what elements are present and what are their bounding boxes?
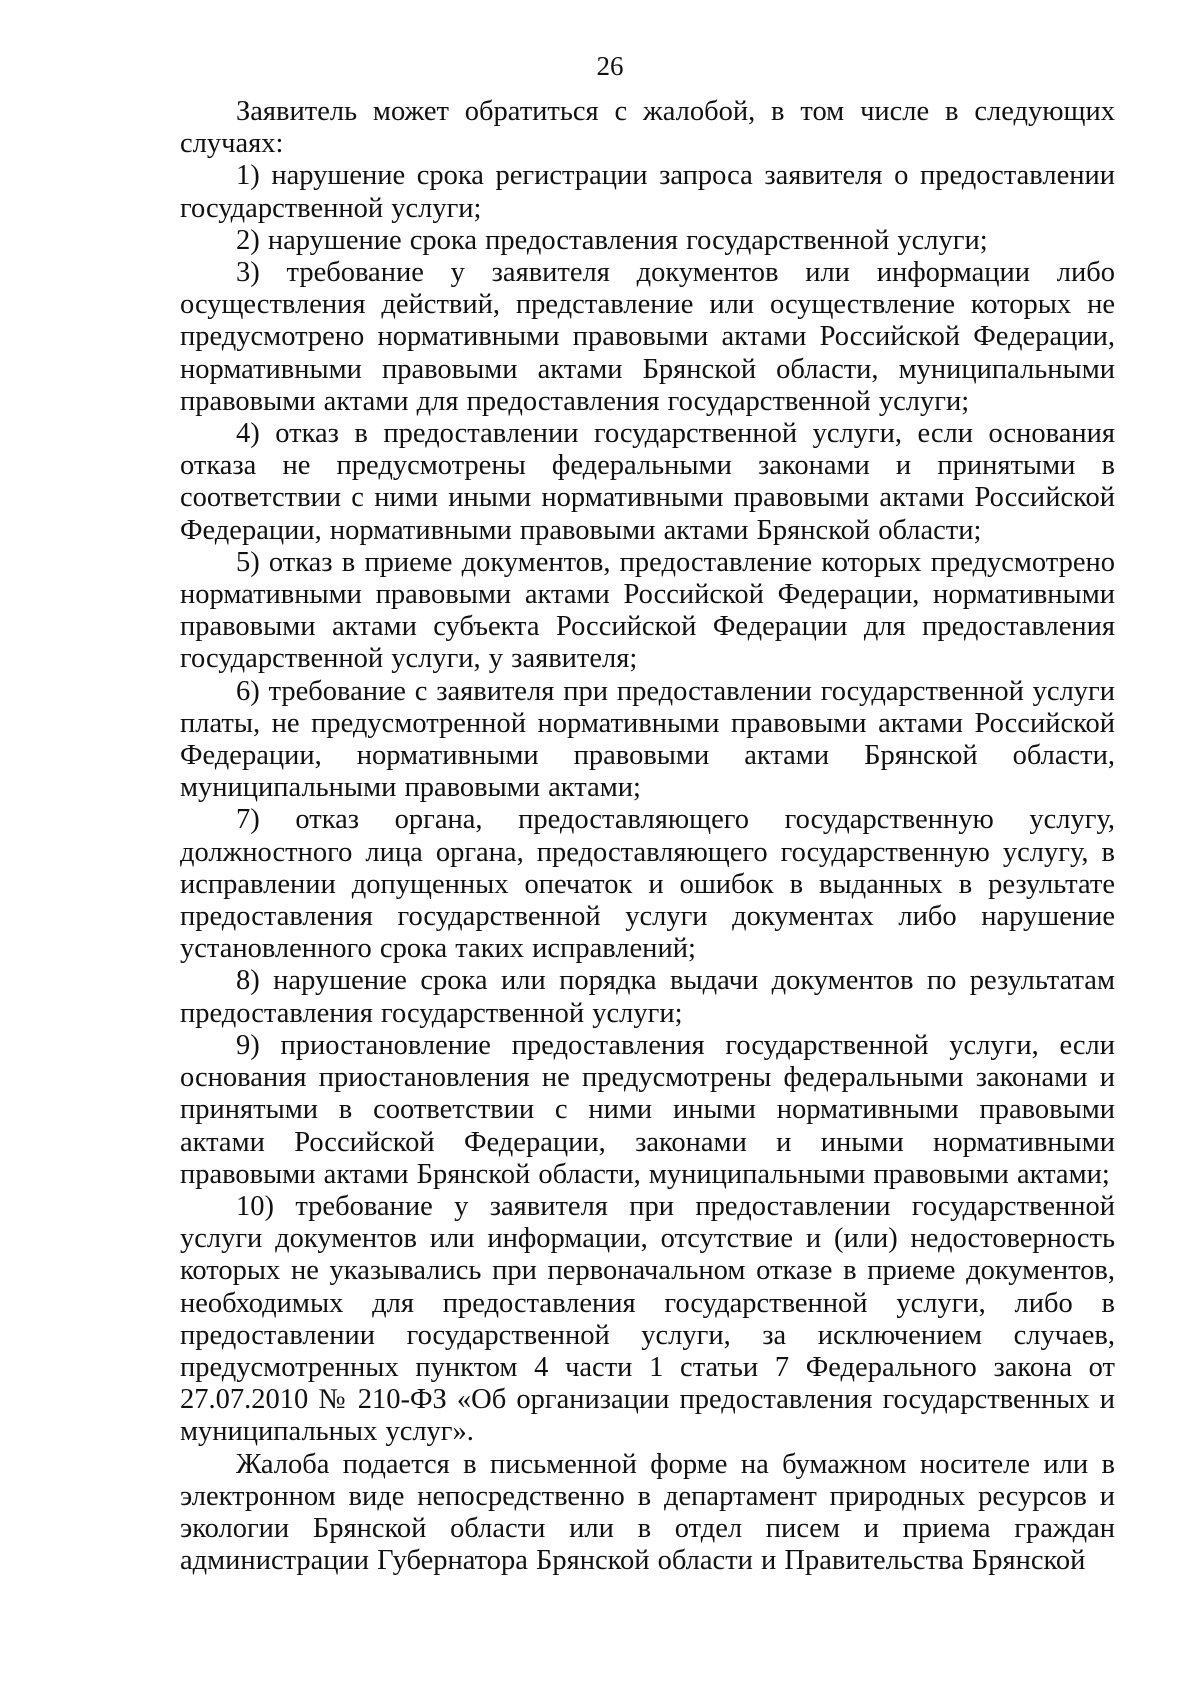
- list-item-3: 3) требование у заявителя документов или информации либо осуществления действий, представление или осуществление которых не предусмотрено нормативными правовыми актами Российской Федерации, нормативными правовыми актами Брянской области, муниципальными правовыми актами для предоставления государственной услуги;: [180, 257, 1115, 417]
- paragraph-intro: Заявитель может обратиться с жалобой, в том числе в следующих случаях:: [180, 96, 1115, 160]
- list-item-8: 8) нарушение срока или порядка выдачи документов по результатам предоставления государственной услуги;: [180, 965, 1115, 1029]
- list-item-6: 6) требование с заявителя при предоставлении государственной услуги платы, не предусмотренной нормативными правовыми актами Российской Федерации, нормативными правовыми актами Брянской области, муниципальными правовыми актами;: [180, 675, 1115, 804]
- page-number: 26: [596, 51, 624, 81]
- list-item-4: 4) отказ в предоставлении государственной услуги, если основания отказа не предусмотрены федеральными законами и принятыми в соответствии с ними иными нормативными правовыми актами Российской Федерации, нормативными правовыми актами Брянской области;: [180, 418, 1115, 546]
- paragraph-complaint-submission: Жалоба подается в письменной форме на бумажном носителе или в электронном виде непосредственно в департамент природных ресурсов и экологии Брянской области или в отдел писем и приема граждан администрации Губернатора Брянской области и Правительства Брянской: [180, 1448, 1115, 1577]
- list-item-5: 5) отказ в приеме документов, предоставление которых предусмотрено нормативными правовыми актами Российской Федерации, нормативными правовыми актами субъекта Российской Федерации для предоставления государственной услуги, у заявителя;: [180, 546, 1115, 675]
- list-item-7: 7) отказ органа, предоставляющего государственную услугу, должностного лица органа, предоставляющего государственную услугу, в исправлении допущенных опечаток и ошибок в выданных в результате предоставления государственной услуги документах либо нарушение установленного срока таких исправлений;: [180, 804, 1115, 965]
- document-body: [180, 96, 1115, 1577]
- list-item-1: 1) нарушение срока регистрации запроса заявителя о предоставлении государственной услуги;: [180, 160, 1115, 224]
- list-item-10: 10) требование у заявителя при предоставлении государственной услуги документов или информации, отсутствие и (или) недостоверность которых не указывались при первоначальном отказе в приеме документов, необходимых для предоставления государственной услуги, либо в предоставлении государственной услуги, за исключением случаев, предусмотренных пунктом 4 части 1 статьи 7 Федерального закона от 27.07.2010 № 210-ФЗ «Об организации предоставления государственных и муниципальных услуг».: [180, 1190, 1115, 1448]
- list-item-2: 2) нарушение срока предоставления государственной услуги;: [236, 224, 988, 256]
- list-item-9: 9) приостановление предоставления государственной услуги, если основания приостановления не предусмотрены федеральными законами и принятыми в соответствии с ними иными нормативными правовыми актами Российской Федерации, законами и иными нормативными правовыми актами Брянской области, муниципальными правовыми актами;: [180, 1029, 1115, 1190]
